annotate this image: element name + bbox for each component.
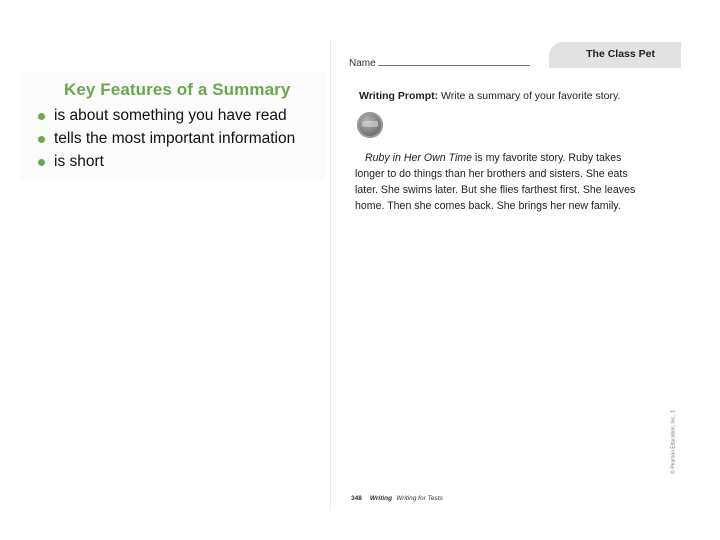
writing-prompt [359, 90, 620, 102]
prompt-label: Writing Prompt: [359, 90, 439, 102]
features-list [38, 104, 325, 173]
footer-label: Writing [369, 495, 393, 502]
bullet-icon [38, 136, 45, 143]
story-text [355, 150, 655, 214]
features-title: Key Features of a Summary [64, 80, 291, 99]
name-label: Name [349, 58, 376, 69]
feature-item [38, 150, 325, 173]
story-line [355, 150, 655, 166]
worksheet-page [330, 40, 681, 510]
story-line-3: later. She swims later. But she flies farthest first. She leaves [355, 184, 636, 196]
feature-text: is short [54, 153, 104, 170]
tab-title: The Class Pet [586, 48, 655, 60]
bullet-icon [38, 113, 45, 120]
copyright-notice: © Pearson Education, Inc., 1 [671, 410, 677, 474]
name-line [378, 58, 530, 66]
bullet-icon [38, 159, 45, 166]
story-line-1: is my favorite story. Ruby takes [472, 152, 622, 164]
story-line-2: longer to do things than her brothers and sisters. She eats [355, 168, 628, 180]
page-footer [351, 495, 443, 502]
feature-text: is about something you have read [54, 107, 287, 124]
prompt-text: Write a summary of your favorite story. [438, 90, 621, 102]
feature-item [38, 104, 325, 127]
story-title: Ruby in Her Own Time [365, 152, 473, 164]
feature-item [38, 127, 325, 150]
key-features-panel [20, 72, 325, 180]
name-row [349, 58, 530, 69]
footer-sub: Writing for Tests [396, 495, 443, 502]
page-number: 348 [351, 495, 362, 502]
story-line-4: home. Then she comes back. She brings her new family. [355, 200, 621, 212]
feature-text: tells the most important information [54, 130, 296, 147]
badge-icon [357, 112, 383, 138]
title-tab [549, 42, 681, 68]
